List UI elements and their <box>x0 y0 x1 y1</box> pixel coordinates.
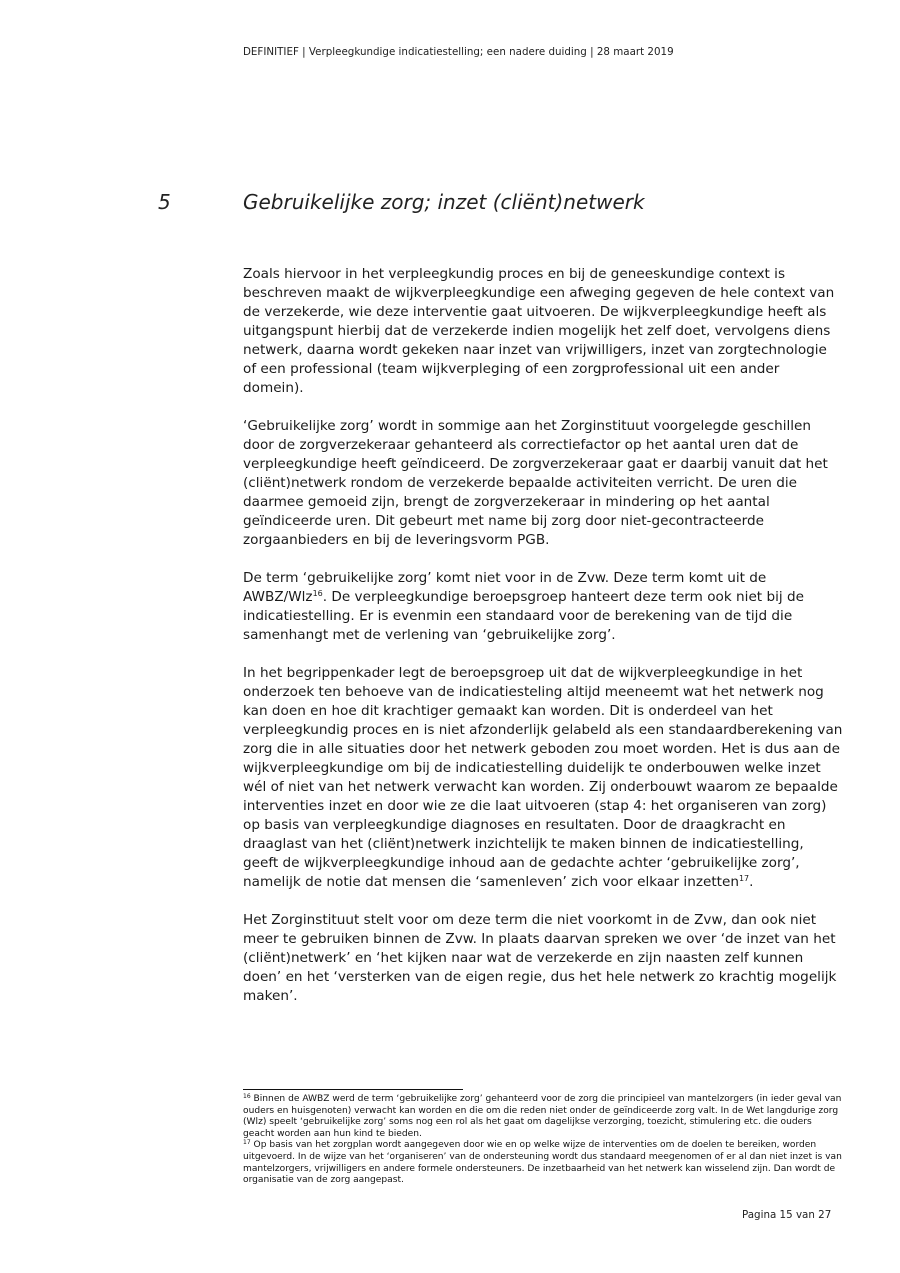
footnote-ref-17[interactable]: 17 <box>738 874 750 883</box>
footnote-ref-16[interactable]: 16 <box>312 589 323 598</box>
paragraph-4-text-b: . <box>749 874 754 890</box>
running-header: DEFINITIEF | Verpleegkundige indicatiestelling; een nadere duiding | 28 maart 2019 <box>243 46 674 58</box>
footnote-separator <box>243 1089 463 1090</box>
page-number: Pagina 15 van 27 <box>742 1209 832 1221</box>
chapter-number: 5 <box>158 190 171 214</box>
footnote-17-text: Op basis van het zorgplan wordt aangegeven door wie en op welke wijze de interventies om de doelen te bereiken, worden uitgevoerd. In de wijze van het ‘organiseren’ van de ondersteuning wordt dus standaard meegenomen of er al dan niet inzet is van mantelzorgers, vrijwilligers en andere formele ondersteuners. De inzetbaarheid van het netwerk kan wisselend zijn. Dan wordt de organisatie van de zorg aangepast. <box>243 1140 842 1186</box>
body-text <box>243 265 843 1025</box>
paragraph-3-text-b: . De verpleegkundige beroepsgroep hanteert deze term ook niet bij de indicatiestelling. Er is evenmin een standaard voor de berekening van de tijd die samenhangt met de verlening van ‘gebruikelijke zorg’. <box>243 589 804 643</box>
footnote-17 <box>243 1140 843 1186</box>
footnote-16-marker: 16 <box>243 1093 251 1100</box>
paragraph-3-text-a: De term ‘gebruikelijke zorg’ komt niet voor in de Zvw. Deze term komt uit de AWBZ/Wlz <box>243 570 767 605</box>
footnote-17-marker: 17 <box>243 1139 251 1147</box>
footnotes <box>243 1094 843 1187</box>
paragraph-4-text-a: In het begrippenkader legt de beroepsgroep uit dat de wijkverpleegkundige in het onderzoek ten behoeve van de indicatiesteling altijd meeneemt wat het netwerk nog kan doen en hoe dit krachtiger gemaakt kan worden. Dit is onderdeel van het verpleegkundig proces en is niet afzonderlijk gelabeld als een standaardberekening van zorg die in alle situaties door het netwerk geboden zou moet worden. Het is dus aan de wijkverpleegkundige om bij de indicatiestelling duidelijk te onderbouwen welke inzet wél of niet van het netwerk verwacht kan worden. Zij onderbouwt waarom ze bepaalde interventies inzet en door wie ze die laat uitvoeren (stap 4: het organiseren van zorg) op basis van verpleegkundige diagnoses en resultaten. Door de draagkracht en draaglast van het (cliënt)netwerk inzichtelijk te maken binnen de indicatiestelling, geeft de wijkverpleegkundige inhoud aan de gedachte achter ‘gebruikelijke zorg’, namelijk de notie dat mensen die ‘samenleven’ zich voor elkaar inzetten <box>243 665 843 890</box>
chapter-title: Gebruikelijke zorg; inzet (cliënt)netwerk <box>243 190 645 214</box>
paragraph-1: Zoals hiervoor in het verpleegkundig proces en bij de geneeskundige context is beschreven maakt de wijkverpleegkundige een afweging gegeven de hele context van de verzekerde, wie deze interventie gaat uitvoeren. De wijkverpleegkundige heeft als uitgangspunt hierbij dat de verzekerde indien mogelijk het zelf doet, vervolgens diens netwerk, daarna wordt gekeken naar inzet van vrijwilligers, inzet van zorgtechnologie of een professional (team wijkverpleging of een zorgprofessional uit een ander domein). <box>243 266 835 396</box>
paragraph-2: ‘Gebruikelijke zorg’ wordt in sommige aan het Zorginstituut voorgelegde geschillen door de zorgverzekeraar gehanteerd als correctiefactor op het aantal uren dat de verpleegkundige heeft geïndiceerd. De zorgverzekeraar gaat er daarbij vanuit dat het (cliënt)netwerk rondom de verzekerde bepaalde activiteiten verricht. De uren die daarmee gemoeid zijn, brengt de zorgverzekeraar in mindering op het aantal geïndiceerde uren. Dit gebeurt met name bij zorg door niet-gecontracteerde zorgaanbieders en bij de leveringsvorm PGB. <box>243 418 828 548</box>
footnote-16-text: Binnen de AWBZ werd de term ‘gebruikelijke zorg’ gehanteerd voor de zorg die principieel van mantelzorgers (in ieder geval van ouders en huisgenoten) verwacht kan worden en die om die reden niet onder de geïndiceerde zorg valt. In de Wet langdurige zorg (Wlz) speelt ‘gebruikelijke zorg’ soms nog een rol als het gaat om dagelijkse verzorging, toezicht, stimulering etc. die ouders geacht worden aan hun kind te bieden. <box>243 1094 842 1139</box>
paragraph-3 <box>243 569 843 645</box>
paragraph-4 <box>243 664 843 892</box>
footnote-16 <box>243 1094 843 1140</box>
paragraph-5: Het Zorginstituut stelt voor om deze term die niet voorkomt in de Zvw, dan ook niet meer te gebruiken binnen de Zvw. In plaats daarvan spreken we over ‘de inzet van het (cliënt)netwerk’ en ‘het kijken naar wat de verzekerde en zijn naasten zelf kunnen doen’ en het ‘versterken van de eigen regie, dus het hele netwerk zo krachtig mogelijk maken’. <box>243 912 837 1004</box>
